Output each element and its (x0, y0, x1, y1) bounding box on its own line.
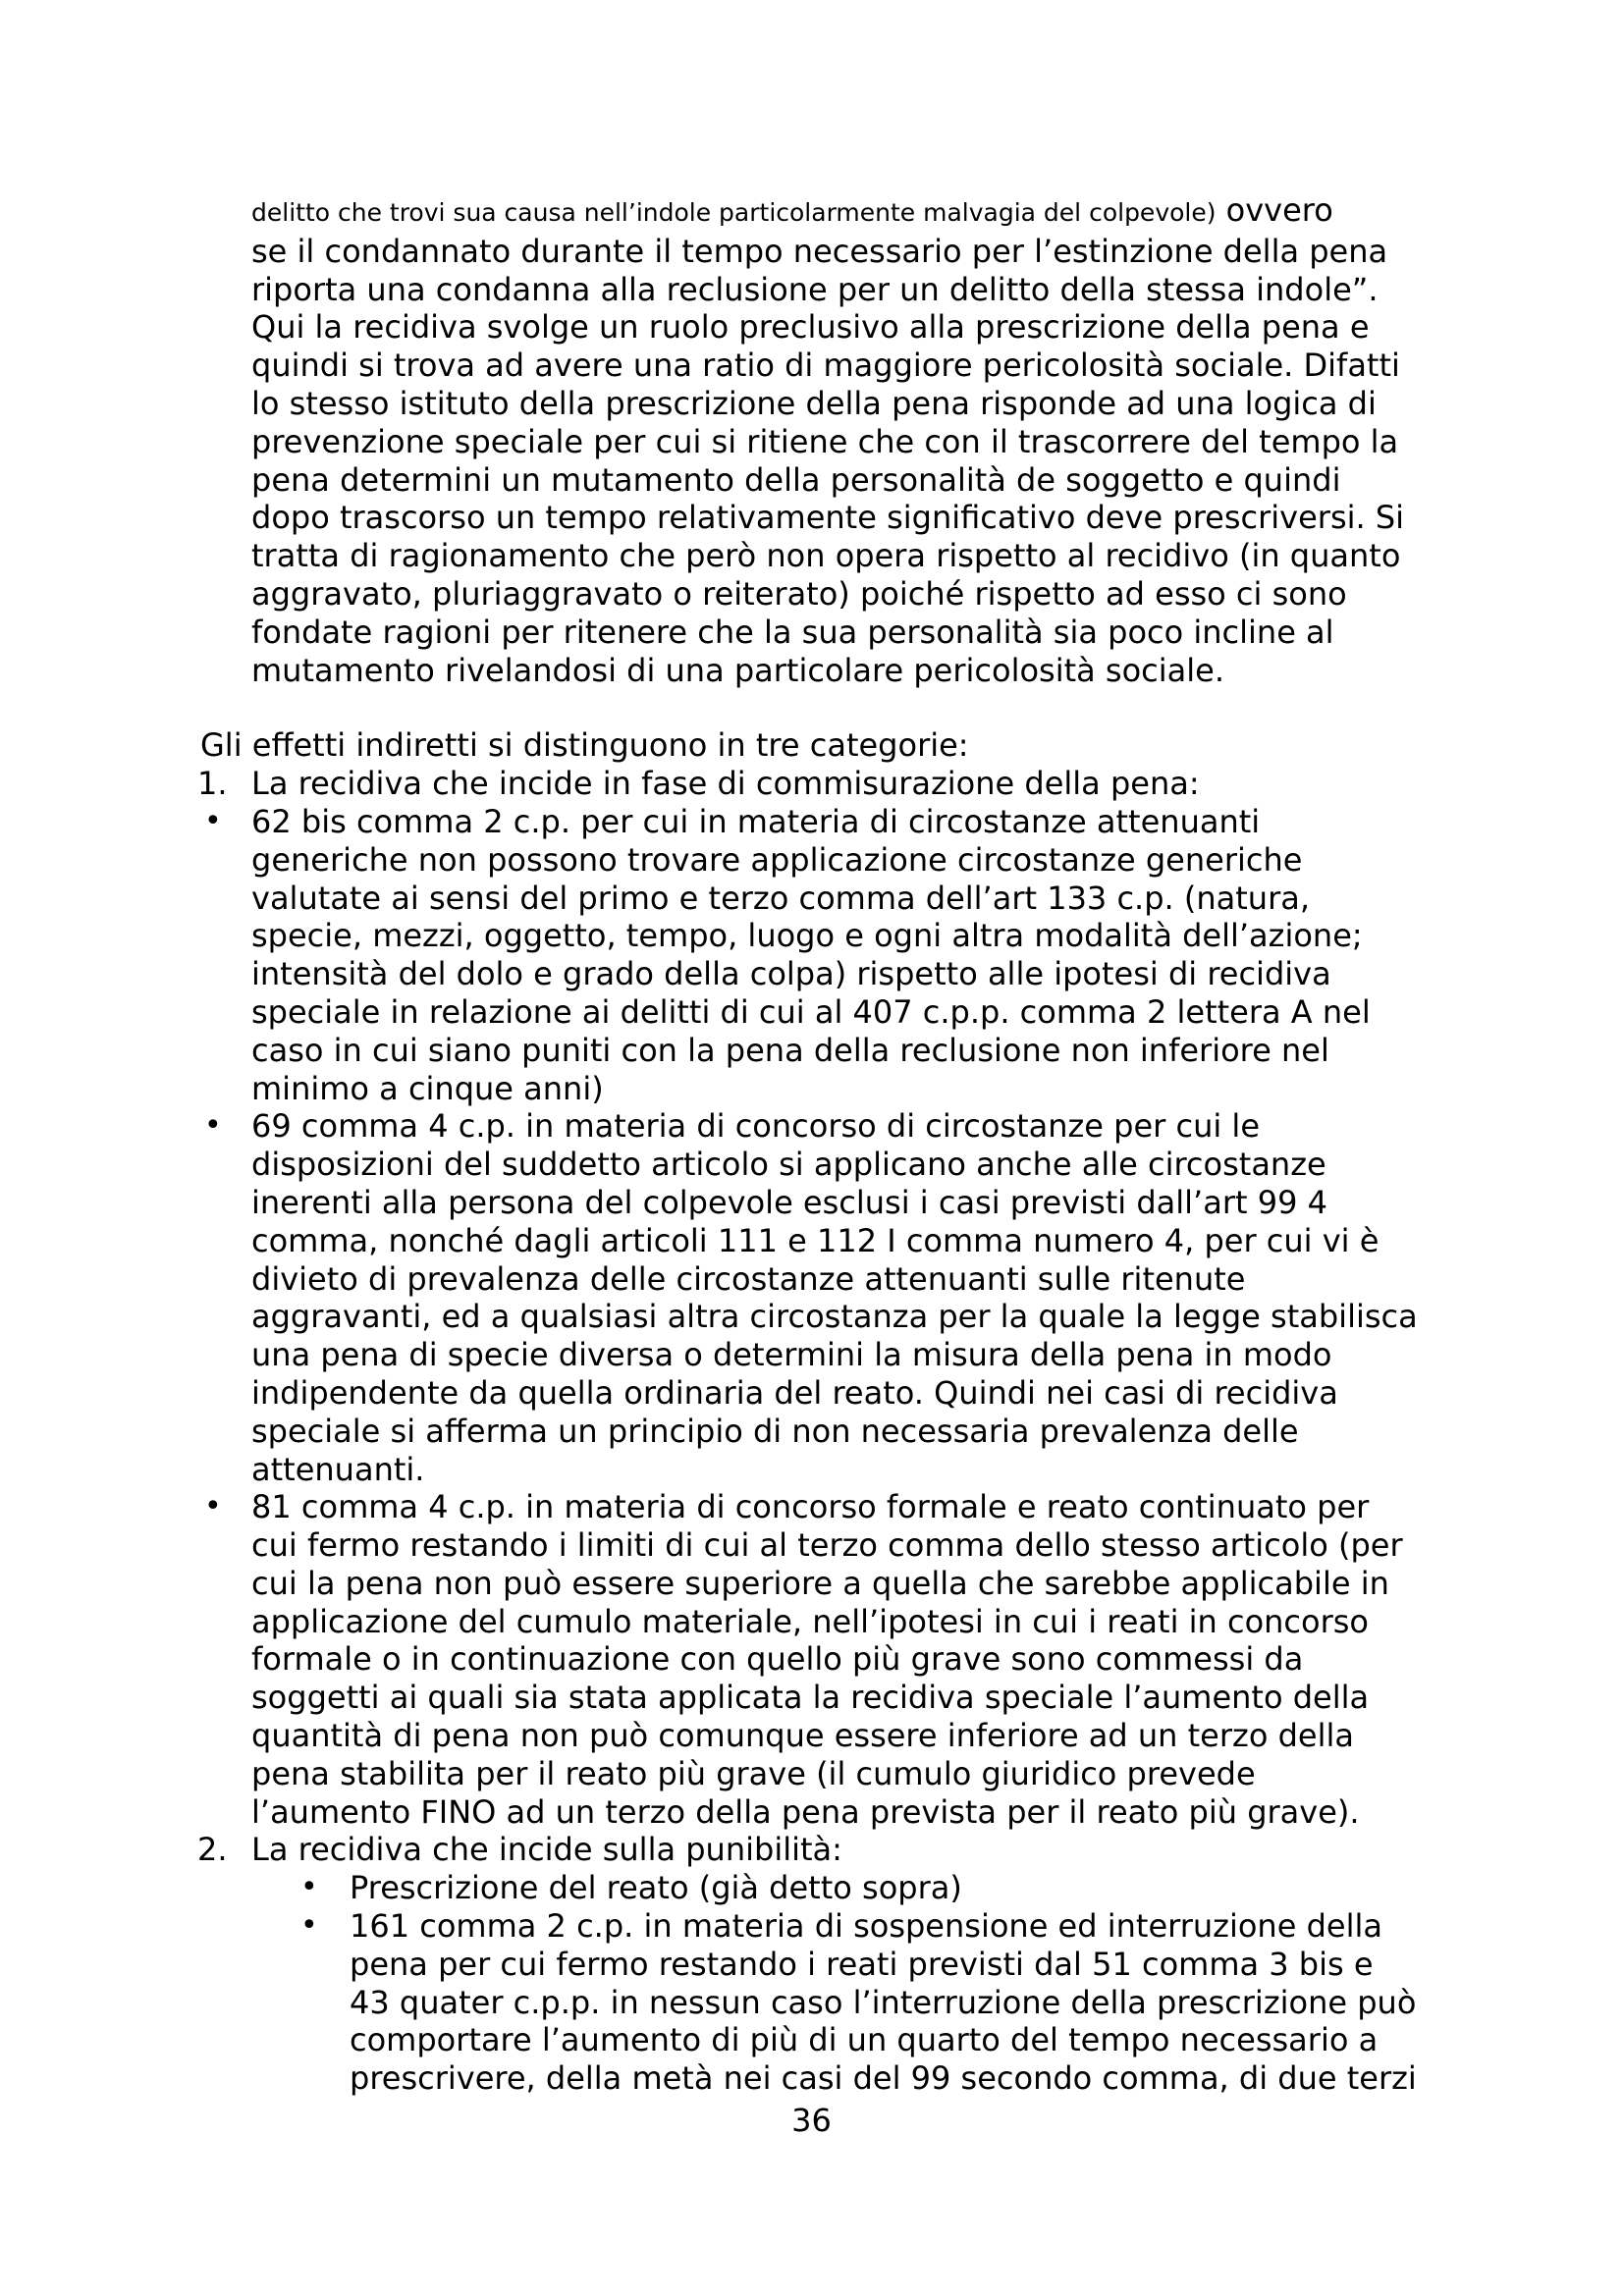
bullet-line: aggravanti, ed a qualsiasi altra circostanza per la quale la legge stabilisca (251, 1298, 1418, 1336)
item-number: 1. (197, 765, 228, 803)
effects-heading: Gli effetti indiretti si distinguono in tre categorie: (200, 726, 969, 765)
bullet-line: Prescrizione del reato (già detto sopra) (350, 1869, 962, 1907)
bullet-icon: • (300, 1908, 318, 1944)
intro-line: aggravato, pluriaggravato o reiterato) poiché rispetto ad esso ci sono (251, 574, 1347, 613)
intro-line: pena determini un mutamento della personalità de soggetto e quindi (251, 460, 1341, 499)
bullet-line: una pena di specie diversa o determini la misura della pena in modo (251, 1336, 1332, 1374)
bullet-line: applicazione del cumulo materiale, nell’ipotesi in cui i reati in concorso (251, 1602, 1369, 1640)
bullet-line: attenuanti. (251, 1450, 425, 1488)
paragraph-spacer (251, 689, 1488, 726)
bullet-line: cui la pena non può essere superiore a quella che sarebbe applicabile in (251, 1564, 1389, 1602)
intro-line: tratta di ragionamento che però non opera rispetto al recidivo (in quanto (251, 537, 1401, 575)
bullet-line: l’aumento FINO ad un terzo della pena prevista per il reato più grave). (251, 1792, 1360, 1831)
intro-line: riporta una condanna alla reclusione per un delitto della stessa indole”. (251, 270, 1379, 308)
intro-line: mutamento rivelandosi di una particolare pericolosità sociale. (251, 651, 1225, 689)
intro-paragraph (251, 191, 1488, 689)
bullet-line: 81 comma 4 c.p. in materia di concorso formale e reato continuato per (251, 1488, 1370, 1526)
bullet-line: minimo a cinque anni) (251, 1069, 604, 1107)
bullet-line: disposizioni del suddetto articolo si applicano anche alle circostanze (251, 1146, 1326, 1184)
bullet-line: pena per cui fermo restando i reati previsti dal 51 comma 3 bis e (350, 1945, 1374, 1983)
intro-line: quindi si trova ad avere una ratio di maggiore pericolosità sociale. Difatti (251, 347, 1400, 385)
bullet-line: 43 quater c.p.p. in nessun caso l’interruzione della prescrizione può (350, 1983, 1417, 2021)
bullet-item (204, 1488, 1488, 1831)
bullet-line: divieto di prevalenza delle circostanze attenuanti sulle ritenute (251, 1259, 1246, 1298)
page-number: 36 (791, 2102, 832, 2139)
numbered-item-2 (197, 1831, 1488, 1869)
intro-line: dopo trascorso un tempo relativamente significativo deve prescriversi. Si (251, 499, 1405, 537)
intro-line: lo stesso istituto della prescrizione della pena risponde ad una logica di (251, 384, 1377, 422)
bullet-line: prescrivere, della metà nei casi del 99 secondo comma, di due terzi (350, 2059, 1417, 2098)
bullet-icon: • (300, 1870, 318, 1905)
bullet-item (204, 802, 1488, 1107)
body-text (197, 191, 1488, 2098)
bullet-line: intensità del dolo e grado della colpa) rispetto alle ipotesi di recidiva (251, 955, 1331, 993)
bullet-icon: • (204, 1108, 222, 1144)
intro-line: se il condannato durante il tempo necessario per l’estinzione della pena (251, 232, 1388, 270)
item-title: La recidiva che incide sulla punibilità: (251, 1831, 842, 1869)
intro-line: fondate ragioni per ritenere che la sua personalità sia poco incline al (251, 613, 1334, 651)
intro-line (251, 191, 1488, 233)
item-number: 2. (197, 1831, 228, 1869)
bullet-line: 62 bis comma 2 c.p. per cui in materia di circostanze attenuanti (251, 802, 1261, 840)
bullet-item (300, 1907, 1488, 2098)
sub-bullet-list (300, 1869, 1488, 2098)
bullet-line: comma, nonché dagli articoli 111 e 112 I comma numero 4, per cui vi è (251, 1221, 1380, 1259)
intro-line: prevenzione speciale per cui si ritiene che con il trascorrere del tempo la (251, 422, 1399, 460)
bullet-line: speciale in relazione ai delitti di cui al 407 c.p.p. comma 2 lettera A nel (251, 992, 1371, 1031)
bullet-item (300, 1869, 1488, 1907)
bullet-line: 161 comma 2 c.p. in materia di sospensione ed interruzione della (350, 1907, 1382, 1946)
bullet-line: inerenti alla persona del colpevole esclusi i casi previsti dall’art 99 4 (251, 1183, 1327, 1221)
bullet-icon: • (204, 1489, 222, 1524)
bullet-item (204, 1107, 1488, 1488)
bullet-line: comportare l’aumento di più di un quarto del tempo necessario a (350, 2021, 1379, 2059)
intro-line: Qui la recidiva svolge un ruolo preclusivo alla prescrizione della pena e (251, 308, 1370, 347)
bullet-line: pena stabilita per il reato più grave (il cumulo giuridico prevede (251, 1754, 1256, 1792)
intro-small-text: delitto che trovi sua causa nell’indole particolarmente malvagia del colpevole) (251, 198, 1217, 227)
bullet-line: formale o in continuazione con quello più grave sono commessi da (251, 1640, 1304, 1679)
bullet-line: cui fermo restando i limiti di cui al terzo comma dello stesso articolo (per (251, 1526, 1403, 1565)
numbered-item-1 (197, 765, 1488, 803)
bullet-line: quantità di pena non può comunque essere inferiore ad un terzo della (251, 1717, 1354, 1755)
bullet-line: valutate ai sensi del primo e terzo comma dell’art 133 c.p. (natura, (251, 879, 1311, 917)
bullet-icon: • (204, 803, 222, 838)
intro-line-rest: ovvero (1216, 191, 1333, 229)
bullet-line: speciale si afferma un principio di non necessaria prevalenza delle (251, 1412, 1299, 1450)
bullet-line: indipendente da quella ordinaria del reato. Quindi nei casi di recidiva (251, 1373, 1338, 1412)
bullet-line: soggetti ai quali sia stata applicata la recidiva speciale l’aumento della (251, 1679, 1370, 1717)
bullet-line: caso in cui siano puniti con la pena della reclusione non inferiore nel (251, 1031, 1329, 1069)
bullet-line: specie, mezzi, oggetto, tempo, luogo e ogni altra modalità dell’azione; (251, 917, 1363, 955)
bullet-line: 69 comma 4 c.p. in materia di concorso di circostanze per cui le (251, 1107, 1260, 1146)
bullet-line: generiche non possono trovare applicazione circostanze generiche (251, 840, 1303, 879)
item-title: La recidiva che incide in fase di commisurazione della pena: (251, 765, 1200, 803)
